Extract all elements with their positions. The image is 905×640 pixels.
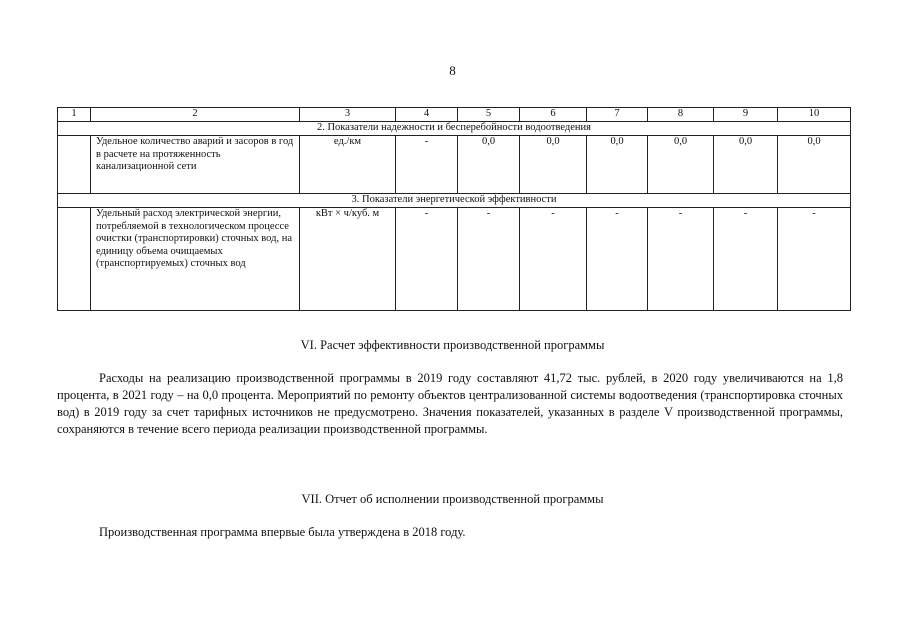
column-number: 8 bbox=[648, 108, 714, 122]
indicator-value: - bbox=[396, 136, 458, 194]
indicator-unit: кВт × ч/куб. м bbox=[300, 208, 396, 311]
table-header-row bbox=[58, 108, 851, 122]
column-number: 9 bbox=[714, 108, 778, 122]
indicators-table bbox=[57, 107, 851, 311]
table-cell bbox=[58, 208, 91, 311]
section-6-heading: VI. Расчет эффективности производственной программы bbox=[300, 338, 605, 352]
section-title-energy: 3. Показатели энергетической эффективности bbox=[58, 194, 851, 208]
column-number: 4 bbox=[396, 108, 458, 122]
column-number: 2 bbox=[91, 108, 300, 122]
column-number: 1 bbox=[58, 108, 91, 122]
column-number: 3 bbox=[300, 108, 396, 122]
indicator-description: Удельный расход электрической энергии, потребляемой в технологическом процессе очистки (транспортировки) сточных вод, на единицу объема очищаемых (транспортируемых) сточных вод bbox=[91, 208, 300, 311]
indicator-value: 0,0 bbox=[458, 136, 520, 194]
indicator-value: - bbox=[648, 208, 714, 311]
table-section-row bbox=[58, 194, 851, 208]
column-number: 5 bbox=[458, 108, 520, 122]
table-section-row bbox=[58, 122, 851, 136]
indicator-value: - bbox=[396, 208, 458, 311]
indicator-value: - bbox=[714, 208, 778, 311]
indicator-value: - bbox=[587, 208, 648, 311]
indicator-description: Удельное количество аварий и засоров в год в расчете на протяженность канализационной сети bbox=[91, 136, 300, 194]
column-number: 7 bbox=[587, 108, 648, 122]
section-6-paragraph: Расходы на реализацию производственной программы в 2019 году составляют 41,72 тыс. рублей, в 2020 году увеличиваются на 1,8 процента, в 2021 году – на 0,0 процента. Мероприятий по ремонту объектов централизованной системы водоотведения (транспортировка сточных вод) в 2019 году за счет тарифных источников не предусмотрено. Значения показателей, указанных в разделе V производственной программы, сохраняются в течение всего периода реализации производственной программы. bbox=[57, 371, 843, 436]
page-number: 8 bbox=[449, 63, 456, 78]
indicator-value: 0,0 bbox=[520, 136, 587, 194]
indicator-unit: ед./км bbox=[300, 136, 396, 194]
indicator-value: - bbox=[520, 208, 587, 311]
table-row bbox=[58, 136, 851, 194]
section-title-reliability: 2. Показатели надежности и бесперебойности водоотведения bbox=[58, 122, 851, 136]
indicator-value: - bbox=[778, 208, 851, 311]
indicator-value: - bbox=[458, 208, 520, 311]
column-number: 10 bbox=[778, 108, 851, 122]
indicator-value: 0,0 bbox=[648, 136, 714, 194]
section-7-paragraph: Производственная программа впервые была утверждена в 2018 году. bbox=[99, 525, 466, 539]
column-number: 6 bbox=[520, 108, 587, 122]
indicator-value: 0,0 bbox=[714, 136, 778, 194]
section-7-heading: VII. Отчет об исполнении производственной программы bbox=[301, 492, 604, 506]
indicator-value: 0,0 bbox=[587, 136, 648, 194]
indicator-value: 0,0 bbox=[778, 136, 851, 194]
table-cell bbox=[58, 136, 91, 194]
table-row bbox=[58, 208, 851, 311]
